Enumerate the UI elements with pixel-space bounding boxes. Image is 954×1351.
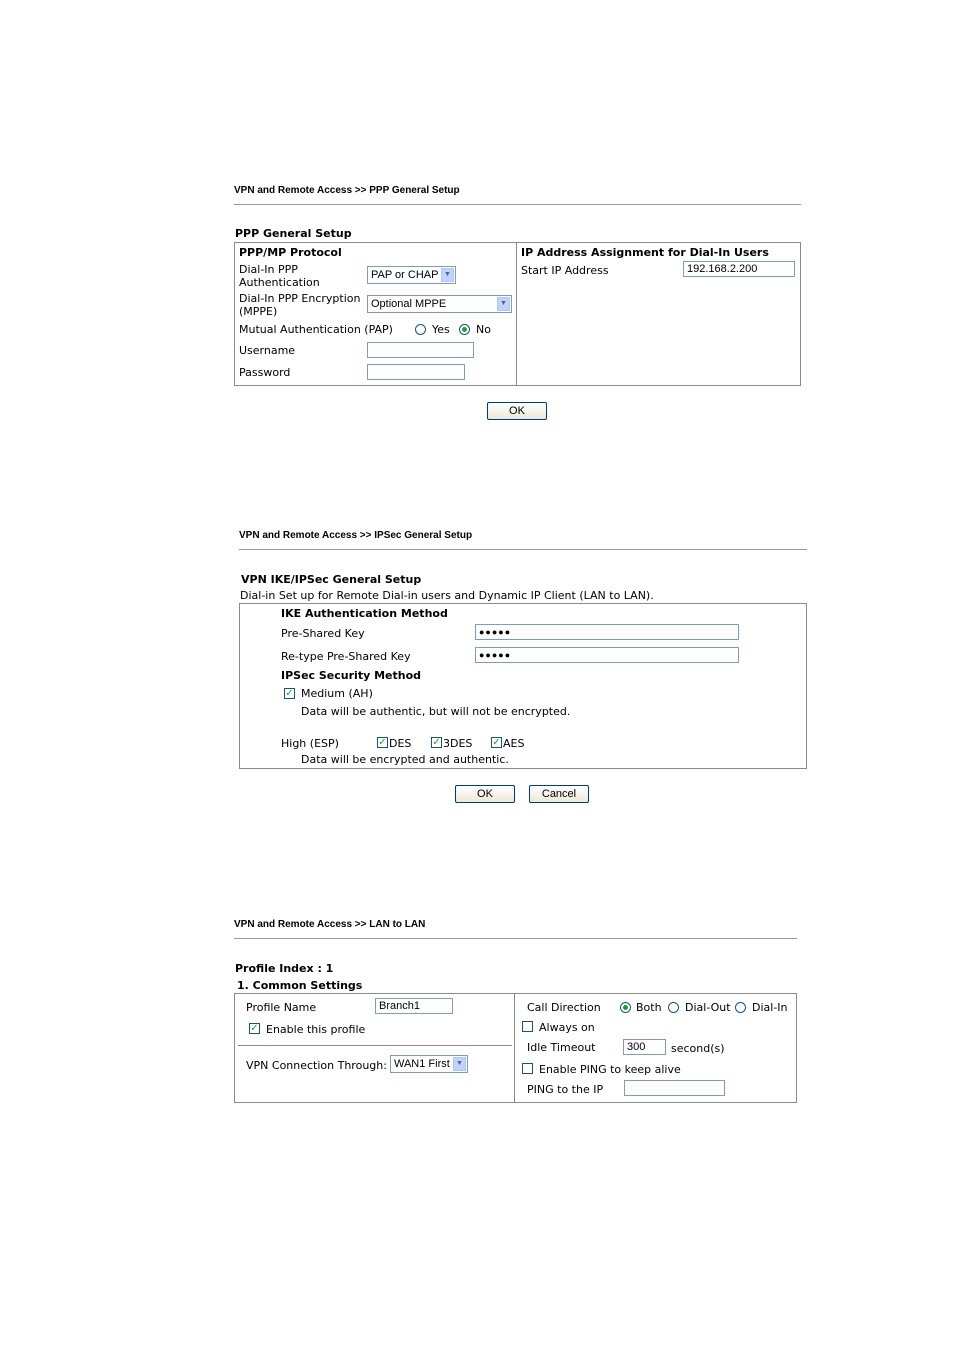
always-on-checkbox[interactable] bbox=[522, 1021, 533, 1032]
medium-ah-description: Data will be authentic, but will not be encrypted. bbox=[301, 705, 571, 718]
ppp-section-title: PPP General Setup bbox=[235, 227, 352, 240]
call-both-radio[interactable] bbox=[620, 1002, 631, 1013]
enc-label-line2: (MPPE) bbox=[239, 305, 278, 318]
medium-ah-label: Medium (AH) bbox=[301, 687, 373, 700]
always-on-label: Always on bbox=[539, 1021, 595, 1034]
3des-checkbox[interactable] bbox=[431, 737, 442, 748]
ppp-right-header: IP Address Assignment for Dial-In Users bbox=[521, 246, 769, 259]
mutual-no-radio[interactable] bbox=[459, 324, 470, 335]
mutual-yes-label: Yes bbox=[432, 323, 450, 336]
aes-label: AES bbox=[503, 737, 525, 750]
checkmark-icon: ✓ bbox=[250, 1023, 259, 1034]
ipsec-divider bbox=[239, 549, 807, 550]
enable-ping-checkbox[interactable] bbox=[522, 1063, 533, 1074]
auth-select-value: PAP or CHAP bbox=[371, 269, 439, 281]
call-dialin-radio[interactable] bbox=[735, 1002, 746, 1013]
lan-divider bbox=[234, 938, 797, 939]
des-checkbox[interactable] bbox=[377, 737, 388, 748]
psk-input[interactable]: ●●●●● bbox=[475, 624, 739, 640]
ipsec-section-title: VPN IKE/IPSec General Setup bbox=[241, 573, 422, 586]
profile-name-label: Profile Name bbox=[246, 1001, 317, 1014]
call-dialout-radio[interactable] bbox=[668, 1002, 679, 1013]
ping-ip-input[interactable] bbox=[624, 1080, 725, 1096]
chevron-down-icon[interactable]: ▼ bbox=[453, 1057, 466, 1071]
ipsec-cancel-button[interactable]: Cancel bbox=[529, 785, 589, 803]
3des-label: 3DES bbox=[443, 737, 473, 750]
psk-label: Pre-Shared Key bbox=[281, 627, 365, 640]
lan-panel-separator bbox=[514, 993, 515, 1103]
ipsec-description: Dial-in Set up for Remote Dial-in users and Dynamic IP Client (LAN to LAN). bbox=[240, 589, 654, 602]
des-label: DES bbox=[389, 737, 412, 750]
mutual-no-label: No bbox=[476, 323, 491, 336]
idle-timeout-unit: second(s) bbox=[671, 1042, 725, 1055]
mutual-auth-label: Mutual Authentication (PAP) bbox=[239, 323, 393, 336]
call-dialout-label: Dial-Out bbox=[685, 1001, 731, 1014]
ppp-left-header: PPP/MP Protocol bbox=[239, 246, 342, 259]
auth-label-line2: Authentication bbox=[239, 276, 320, 289]
username-label: Username bbox=[239, 344, 296, 357]
high-esp-label: High (ESP) bbox=[281, 737, 339, 750]
ping-ip-label: PING to the IP bbox=[527, 1083, 604, 1096]
profile-index: Profile Index : 1 bbox=[235, 962, 334, 975]
vpn-through-select[interactable] bbox=[390, 1055, 468, 1073]
password-label: Password bbox=[239, 366, 291, 379]
chevron-down-icon[interactable]: ▼ bbox=[497, 297, 510, 311]
enable-profile-checkbox[interactable] bbox=[249, 1023, 260, 1034]
start-ip-input[interactable]: 192.168.2.200 bbox=[683, 261, 795, 277]
checkmark-icon: ✓ bbox=[432, 737, 441, 748]
medium-ah-checkbox[interactable] bbox=[284, 688, 295, 699]
checkmark-icon: ✓ bbox=[492, 737, 501, 748]
call-direction-label: Call Direction bbox=[527, 1001, 601, 1014]
username-input[interactable] bbox=[367, 342, 474, 358]
call-dialin-label: Dial-In bbox=[752, 1001, 788, 1014]
ppp-breadcrumb: VPN and Remote Access >> PPP General Setup bbox=[234, 185, 460, 196]
retype-psk-input[interactable]: ●●●●● bbox=[475, 647, 739, 663]
vpn-through-label: VPN Connection Through: bbox=[246, 1059, 387, 1072]
idle-timeout-label: Idle Timeout bbox=[527, 1041, 596, 1054]
call-both-label: Both bbox=[636, 1001, 662, 1014]
enc-select-value: Optional MPPE bbox=[371, 298, 447, 310]
lan-breadcrumb: VPN and Remote Access >> LAN to LAN bbox=[234, 919, 426, 930]
retype-psk-label: Re-type Pre-Shared Key bbox=[281, 650, 411, 663]
enable-ping-label: Enable PING to keep alive bbox=[539, 1063, 681, 1076]
enc-label-line1: Dial-In PPP Encryption bbox=[239, 292, 361, 305]
start-ip-label: Start IP Address bbox=[521, 264, 609, 277]
lan-left-divider bbox=[238, 1045, 512, 1046]
lan-section-title: 1. Common Settings bbox=[237, 979, 363, 992]
auth-select[interactable] bbox=[367, 266, 456, 284]
ipsec-breadcrumb: VPN and Remote Access >> IPSec General Setup bbox=[239, 530, 473, 541]
ppp-divider bbox=[234, 204, 801, 205]
checkmark-icon: ✓ bbox=[285, 688, 294, 699]
checkmark-icon: ✓ bbox=[378, 737, 387, 748]
high-esp-description: Data will be encrypted and authentic. bbox=[301, 753, 509, 766]
aes-checkbox[interactable] bbox=[491, 737, 502, 748]
enc-select[interactable] bbox=[367, 295, 512, 313]
enable-profile-label: Enable this profile bbox=[266, 1023, 366, 1036]
auth-label-line1: Dial-In PPP bbox=[239, 263, 298, 276]
vpn-through-value: WAN1 First bbox=[394, 1058, 450, 1070]
profile-name-input[interactable]: Branch1 bbox=[375, 998, 453, 1014]
ppp-panel-separator bbox=[516, 242, 517, 386]
password-input[interactable] bbox=[367, 364, 465, 380]
chevron-down-icon[interactable]: ▼ bbox=[441, 268, 454, 282]
mutual-yes-radio[interactable] bbox=[415, 324, 426, 335]
idle-timeout-input[interactable]: 300 bbox=[623, 1039, 666, 1055]
ike-header: IKE Authentication Method bbox=[281, 607, 448, 620]
security-header: IPSec Security Method bbox=[281, 669, 422, 682]
ipsec-ok-button[interactable]: OK bbox=[455, 785, 515, 803]
ppp-ok-button[interactable]: OK bbox=[487, 402, 547, 420]
